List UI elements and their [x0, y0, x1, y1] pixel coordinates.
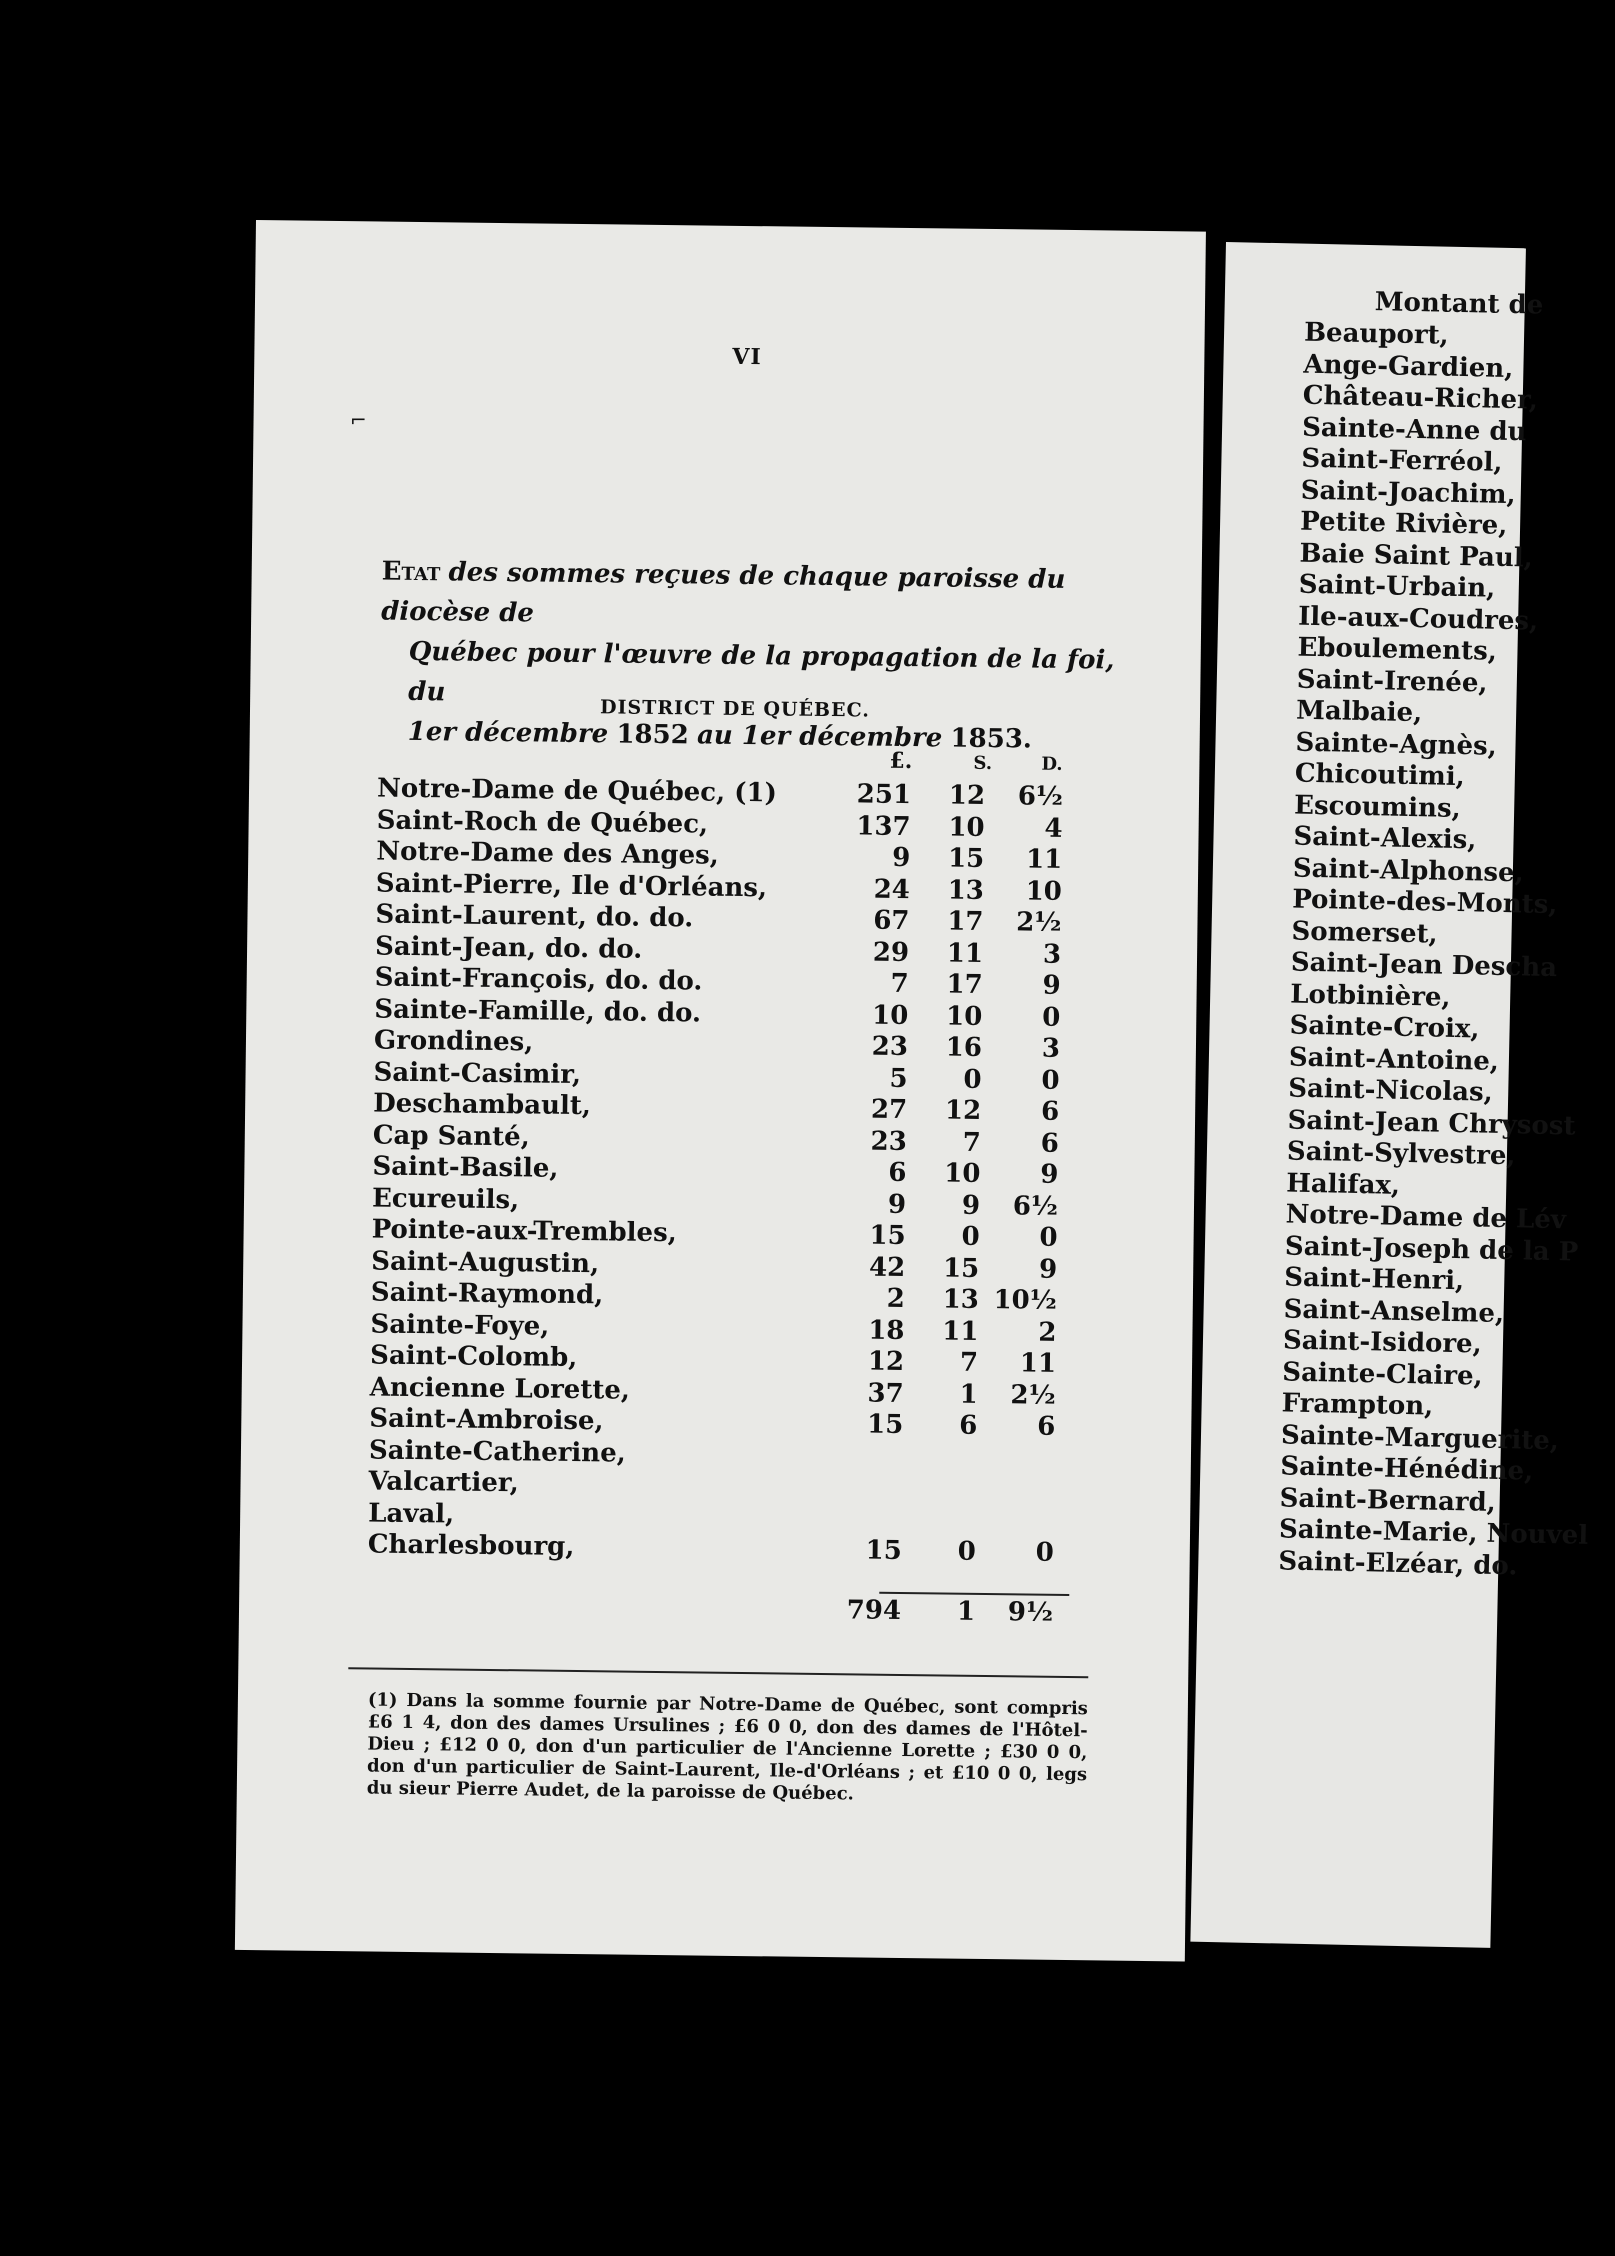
title-date-end-label: au 1er décembre — [696, 720, 943, 754]
right-page-item: Saint-Sylvestre, — [1286, 1136, 1516, 1172]
district-heading: DISTRICT DE QUÉBEC. — [599, 696, 871, 722]
amount-shillings: 7 — [959, 1347, 979, 1378]
amount-shillings: 11 — [942, 1315, 979, 1347]
amount-pence: 0 — [1035, 1537, 1054, 1568]
amount-pence: 0 — [1041, 1065, 1060, 1096]
amount-pounds: 23 — [871, 1031, 909, 1063]
right-page-item: Saint-Isidore, — [1282, 1325, 1482, 1360]
parish-name: Charlesbourg, — [367, 1529, 575, 1562]
amount-shillings: 15 — [947, 843, 985, 874]
amount-pounds: 9 — [891, 842, 911, 874]
column-header-pence: D. — [1041, 753, 1063, 775]
amount-pence: 6 — [1037, 1411, 1056, 1442]
right-page — [1190, 242, 1589, 1948]
right-page-item: Lotbinière, — [1289, 979, 1451, 1013]
right-page-item: Malbaie, — [1295, 695, 1423, 729]
total-pounds: 794 — [846, 1595, 902, 1626]
right-page-item: Saint-Bernard, — [1279, 1482, 1497, 1518]
parish-name: Saint-Laurent, do. do. — [375, 899, 694, 934]
amount-pounds: 37 — [867, 1378, 904, 1409]
parish-name: Saint-Pierre, Ile d'Orléans, — [375, 868, 768, 903]
amount-pounds: 251 — [856, 779, 912, 811]
parish-name: Saint-Augustin, — [371, 1245, 600, 1279]
right-page-item: Saint-Nicolas, — [1287, 1073, 1493, 1108]
amount-shillings: 13 — [947, 875, 985, 906]
amount-pounds: 10 — [871, 1000, 909, 1031]
title-year-start: 1852 — [616, 719, 689, 751]
amount-shillings: 9 — [961, 1190, 981, 1221]
amount-pounds: 29 — [872, 937, 910, 968]
right-page-item: Saint-Jean Descha — [1290, 947, 1558, 984]
right-page-item: Saint-Irenée, — [1296, 664, 1488, 699]
parish-name: Notre-Dame des Anges, — [376, 836, 719, 871]
right-page-item: Sainte-Claire, — [1282, 1356, 1483, 1392]
amount-pence: 6 — [1040, 1128, 1059, 1159]
amount-pence: 9 — [1042, 970, 1061, 1001]
amount-pence: 11 — [1019, 1348, 1057, 1379]
amount-pounds: 23 — [870, 1126, 907, 1157]
right-page-item: Halifax, — [1285, 1167, 1401, 1201]
amount-pence: 6 — [1040, 1096, 1060, 1127]
amount-pounds: 15 — [866, 1409, 904, 1440]
amount-pence: 2 — [1038, 1317, 1057, 1348]
amount-shillings: 10 — [944, 1158, 981, 1189]
amount-pence: 4 — [1044, 813, 1063, 844]
title-line-1 — [381, 552, 1122, 641]
amount-pence: 2½ — [1016, 907, 1062, 938]
parish-name: Saint-Roch de Québec, — [376, 805, 709, 840]
parish-name: Ecureuils, — [371, 1182, 520, 1215]
title-date-start-label: 1er décembre — [407, 716, 609, 750]
right-page-item: Saint-Joseph de la P — [1284, 1230, 1579, 1268]
right-page-item: Saint-Antoine, — [1288, 1042, 1500, 1077]
amount-shillings: 0 — [963, 1064, 982, 1095]
right-page-item: Sainte-Croix, — [1289, 1010, 1480, 1045]
amount-pounds: 2 — [886, 1283, 906, 1315]
amount-pounds: 27 — [870, 1094, 908, 1126]
parish-name: Sainte-Foye, — [370, 1308, 550, 1342]
amount-pounds: 5 — [889, 1063, 908, 1094]
parish-name: Deschambault, — [373, 1088, 592, 1122]
title-line-2: Québec pour l'œuvre de la propagation de la foi, du — [408, 636, 1115, 708]
right-page-item: Saint-Joachim, — [1300, 475, 1516, 510]
amount-shillings: 12 — [944, 1095, 982, 1126]
amount-pounds: 9 — [887, 1189, 907, 1220]
amount-pence: 3 — [1042, 939, 1062, 970]
parish-name: Saint-François, do. do. — [374, 962, 703, 997]
parish-name: Notre-Dame de Québec, (1) — [376, 773, 778, 809]
footnote-rule — [348, 1667, 1088, 1678]
amount-shillings: 17 — [947, 906, 984, 937]
right-page-item: Ange-Gardien, — [1303, 349, 1514, 384]
right-page-item: Saint-Urbain, — [1298, 569, 1496, 604]
title-year-end: 1853. — [950, 723, 1033, 755]
right-page-item: Pointe-des-Monts, — [1291, 884, 1558, 921]
right-page-item: Sainte-Marie, Nouvel — [1278, 1514, 1589, 1551]
right-page-item: Saint-Ferréol, — [1301, 443, 1503, 478]
parish-name: Saint-Casimir, — [373, 1057, 582, 1090]
right-page-item: Sainte-Marguerite, — [1280, 1419, 1560, 1456]
amount-pounds: 15 — [865, 1535, 902, 1566]
parish-name: Saint-Raymond, — [370, 1277, 604, 1311]
right-page-item: Beauport, — [1303, 317, 1449, 351]
right-page-item: Baie Saint Paul, — [1299, 538, 1534, 573]
parish-table — [368, 774, 1098, 1570]
amount-shillings: 1 — [959, 1379, 978, 1410]
amount-pounds: 6 — [888, 1157, 907, 1189]
stray-mark: ⌐ — [350, 408, 367, 432]
amount-pence: 2½ — [1010, 1379, 1056, 1411]
right-page-item: Saint-Alphonse, — [1292, 853, 1524, 888]
amount-pence: 6½ — [1017, 781, 1064, 812]
amount-shillings: 12 — [948, 780, 986, 811]
parish-name: Pointe-aux-Trembles, — [371, 1214, 677, 1249]
right-page-item: Saint-Anselme, — [1283, 1293, 1505, 1329]
right-page-item: Saint-Elzéar, do. — [1278, 1545, 1518, 1581]
amount-shillings: 17 — [946, 969, 983, 1000]
amount-shillings: 10 — [945, 1000, 983, 1032]
amount-pence: 0 — [1042, 1002, 1061, 1033]
amount-pence: 0 — [1039, 1222, 1058, 1253]
page-number: VI — [732, 343, 762, 371]
right-page-item: Petite Rivière, — [1299, 506, 1508, 541]
amount-pence: 10½ — [993, 1285, 1058, 1316]
amount-pounds: 42 — [868, 1252, 906, 1283]
parish-name: Saint-Colomb, — [369, 1340, 578, 1374]
amount-shillings: 0 — [957, 1536, 976, 1567]
parish-name: Cap Santé, — [372, 1119, 530, 1152]
amount-pence: 9 — [1038, 1254, 1058, 1285]
right-page-list — [1278, 318, 1613, 1584]
right-page-item: Saint-Jean Chrysost — [1287, 1104, 1576, 1142]
right-page-item: Chicoutimi, — [1294, 758, 1466, 793]
amount-shillings: 11 — [946, 937, 984, 969]
right-page-item: Somerset, — [1291, 916, 1438, 950]
parish-name: Ancienne Lorette, — [369, 1371, 631, 1406]
right-page-item: Sainte-Hénédine, — [1280, 1451, 1534, 1487]
right-page-item: Saint-Alexis, — [1293, 821, 1477, 856]
total-row — [367, 1589, 1087, 1630]
parish-name: Grondines, — [373, 1025, 534, 1058]
right-page-item: Escoumins, — [1293, 790, 1462, 824]
right-page-item: Sainte-Agnès, — [1295, 727, 1498, 762]
amount-pence: 6½ — [1012, 1190, 1059, 1222]
amount-shillings: 13 — [942, 1284, 980, 1315]
total-shillings: 1 — [956, 1596, 976, 1627]
amount-shillings: 16 — [945, 1032, 983, 1063]
parish-name: Sainte-Catherine, — [368, 1434, 626, 1469]
parish-name: Sainte-Famille, do. do. — [374, 994, 702, 1028]
total-pence: 9½ — [1007, 1597, 1054, 1628]
amount-pence: 11 — [1025, 844, 1063, 875]
parish-name: Valcartier, — [368, 1466, 519, 1499]
right-page-heading: Montant de — [1374, 287, 1544, 321]
amount-pence: 10 — [1025, 875, 1063, 907]
right-page-item: Frampton, — [1281, 1388, 1434, 1422]
title-etat: Etat — [381, 556, 441, 588]
amount-shillings: 6 — [959, 1410, 978, 1441]
right-page-item: Sainte-Anne du — [1301, 412, 1527, 447]
amount-pounds: 12 — [867, 1346, 905, 1378]
right-page-item: Eboulements, — [1297, 632, 1498, 667]
document-title — [380, 552, 1122, 761]
amount-pence: 9 — [1040, 1159, 1059, 1190]
amount-pounds: 15 — [869, 1220, 906, 1252]
parish-name: Saint-Basile, — [372, 1151, 559, 1184]
amount-shillings: 0 — [961, 1221, 980, 1252]
amount-shillings: 15 — [942, 1252, 980, 1284]
right-page-item: Notre-Dame de Lév — [1285, 1199, 1567, 1236]
amount-pence: 3 — [1041, 1033, 1061, 1064]
left-page — [235, 220, 1206, 1961]
amount-shillings: 7 — [962, 1127, 981, 1158]
parish-name: Saint-Ambroise, — [369, 1403, 604, 1437]
parish-name: Laval, — [368, 1497, 455, 1530]
column-header-shillings: S. — [973, 752, 993, 775]
amount-pounds: 67 — [873, 905, 910, 937]
parish-name: Saint-Jean, do. do. — [374, 931, 643, 965]
amount-pounds: 24 — [873, 874, 911, 905]
footnote: (1) Dans la somme fournie par Notre-Dame de Québec, sont compris £6 1 4, don des dames Ursulines ; £6 0 0, don des dames de l'Hôtel-Dieu ; £12 0 0, don d'un particulier de l'Ancienne Lorette ; £30 0 0, don d'un particulier de Saint-Laurent, Ile-d'Orléans ; et £10 0 0, legs du sieur Pierre Audet, de la paroisse de Québec. — [366, 1689, 1089, 1805]
title-line-1-rest: des sommes reçues de chaque paroisse du diocèse de — [381, 557, 1066, 629]
column-header-pounds: £. — [889, 747, 913, 775]
amount-pounds: 18 — [868, 1315, 905, 1346]
amount-pounds: 7 — [890, 968, 909, 1000]
right-page-item: Ile-aux-Coudres, — [1297, 601, 1539, 637]
right-page-item: Saint-Henri, — [1284, 1262, 1465, 1297]
amount-shillings: 10 — [948, 812, 985, 843]
right-page-item: Château-Richer, — [1302, 380, 1539, 416]
amount-pounds: 137 — [856, 810, 911, 842]
